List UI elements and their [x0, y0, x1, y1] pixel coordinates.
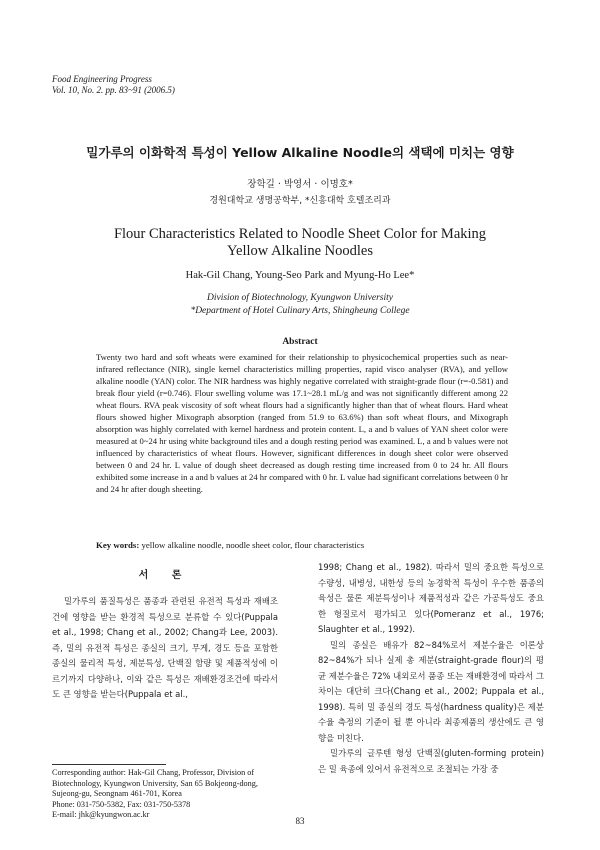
keywords [96, 540, 516, 550]
affiliation-line-1: Division of Biotechnology, Kyungwon University [206, 293, 393, 303]
korean-title: 밀가루의 이화학적 특성이 Yellow Alkaline Noodle의 색택에 미치는 영향 [86, 145, 514, 160]
section-heading-introduction: 서 론 [138, 570, 192, 581]
journal-info [52, 74, 175, 96]
english-affiliation [0, 292, 600, 318]
keywords-label: Key words: [96, 540, 140, 550]
english-title-line-1: Flour Characteristics Related to Noodle Sheet Color for Making [113, 226, 487, 242]
intro-paragraph-3: 밀가루의 글루텐 형성 단백질(gluten-forming protein)은 밀 육종에 있어서 유전적으로 조절되는 가장 중 [318, 748, 544, 774]
right-column [318, 560, 544, 777]
journal-issue: Vol. 10, No. 2. pp. 83~91 (2006.5) [52, 85, 175, 95]
english-title-line-2: Yellow Alkaline Noodles [227, 243, 373, 259]
correspondence-line: Sujeong-gu, Seongnam 461-701, Korea [52, 789, 182, 799]
english-title [0, 226, 600, 260]
korean-authors: 장학길 · 박영서 · 이명호* [247, 179, 353, 190]
intro-paragraph-2: 밀의 종실은 배유가 82~84%로서 제분수율은 이론상 82~84%가 되나 실제 총 제분(straight-grade flour)의 평균 제분수율은 72% 내외로서 품종 또는 재배환경에 따라서 그 차이는 대단히 크다(Chang et al., 2002; Puppala et al., 1998). 특히 밀 종실의 경도 특성(hardness quality)은 제분수율 측정의 기준이 될 뿐 아니라 최종제품의 생산에도 큰 영향을 미친다. [318, 639, 544, 743]
abstract-text: Twenty two hard and soft wheats were examined for their relationship to physicochemical properties such as near-infrared reflectance (NIR), single kernel characteristics milling properties, rapid visco analyser (RVA), and yellow alkaline noodle (YAN) color. The NIR hardness was highly negative correlated with straight-grade flour (r=-0.581) and break flour yield (r=0.746). Flour swelling volume was 17.1~28.1 mL/g and was not significantly different among 22 wheat flours. RVA peak viscosity of soft wheat flours had a significantly higher than that of wheat flours. Hard wheat flours showed higher Mixograph absorption (ranged from 51.9 to 63.6%) than soft wheat flours, and Mixograph absorption was highly correlated with kernel hardness and protein content. L, a and b values of YAN sheet color were measured at 0~24 hr using white background tiles and a dough resting period was examined. L, a and b values were not influenced by characteristics of wheat flours. However, significant differences in dough sheet color were observed between 0 and 24 hr. L value of dough sheet decreased as dough resting time increased from 0 to 24 hr. All flours exhibited some increase in a and b values at 24 hr compared with 0 hr. L value had significant correlations between 0 hr and 24 hr after dough sheeting. [96, 352, 508, 494]
intro-paragraph-1: 밀가루의 품질특성은 품종과 관련된 유전적 특성과 재배조건에 영향을 받는 환경적 특성으로 분류할 수 있다(Puppala et al., 1998; Chang et al., 2002; Chang과 Lee, 2003). 즉, 밀의 유전적 특성은 종실의 크기, 무게, 경도 등을 포함한 종실의 물리적 특성, 제분특성, 단백질 함량 및 제품적성에 이르기까지 다양하나, 이와 같은 특성은 재배환경조건에 따라서도 큰 영향을 받는다(Puppala et al., [52, 596, 278, 699]
journal-name: Food Engineering Progress [52, 74, 152, 84]
affiliation-line-2: *Department of Hotel Culinary Arts, Shingheung College [190, 306, 410, 316]
correspondence-email: E-mail: jhk@kyungwon.ac.kr [52, 810, 150, 820]
footnote-divider [52, 764, 166, 765]
correspondence-line: Phone: 031-750-5382, Fax: 031-750-5378 [52, 799, 191, 809]
intro-paragraph-continued: 1998; Chang et al., 1982). 따라서 밀의 중요한 특성으로 수량성, 내병성, 내한성 등의 농경학적 특성이 우수한 품종의 육성은 물론 제분특성이나 제품적성과 같은 가공특성도 중요한 형질로서 평가되고 있다(Pomeranz et al., 1976; Slaughter et al., 1992). [318, 562, 544, 634]
correspondence-line: Biotechnology, Kyungwon University, San 65 Bokjeong-dong, [52, 778, 258, 788]
page-number: 83 [295, 816, 305, 826]
korean-affiliation: 경원대학교 생명공학부, *신흥대학 호텔조리과 [209, 196, 391, 206]
left-column [52, 594, 278, 703]
correspondence-footnote [52, 768, 292, 821]
abstract-heading: Abstract [282, 337, 318, 347]
keywords-text: yellow alkaline noodle, noodle sheet color, flour characteristics [139, 540, 365, 550]
correspondence-line: Corresponding author: Hak-Gil Chang, Professor, Division of [52, 768, 255, 777]
english-authors: Hak-Gil Chang, Young-Seo Park and Myung-Ho Lee* [185, 270, 415, 281]
